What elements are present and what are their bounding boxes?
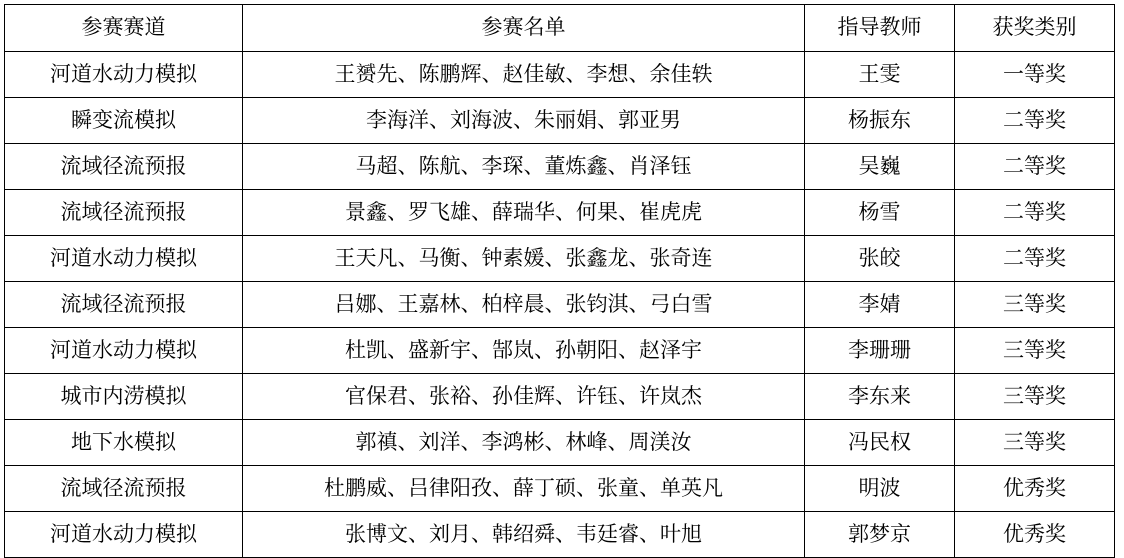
cell-mentor: 郭梦京 bbox=[805, 512, 955, 558]
column-header-members: 参赛名单 bbox=[243, 5, 805, 52]
cell-track: 河道水动力模拟 bbox=[5, 52, 243, 98]
table-row bbox=[5, 466, 1115, 512]
cell-track: 河道水动力模拟 bbox=[5, 512, 243, 558]
cell-mentor: 李东来 bbox=[805, 374, 955, 420]
table-header-row bbox=[5, 5, 1115, 52]
cell-award: 三等奖 bbox=[955, 420, 1115, 466]
table-row bbox=[5, 190, 1115, 236]
table-row bbox=[5, 328, 1115, 374]
cell-track: 流域径流预报 bbox=[5, 190, 243, 236]
cell-award: 优秀奖 bbox=[955, 512, 1115, 558]
cell-mentor: 明波 bbox=[805, 466, 955, 512]
cell-award: 三等奖 bbox=[955, 328, 1115, 374]
cell-members: 王赟先、陈鹏辉、赵佳敏、李想、余佳轶 bbox=[243, 52, 805, 98]
cell-members: 景鑫、罗飞雄、薛瑞华、何果、崔虎虎 bbox=[243, 190, 805, 236]
cell-mentor: 李珊珊 bbox=[805, 328, 955, 374]
award-results-table bbox=[4, 4, 1115, 558]
cell-members: 李海洋、刘海波、朱丽娟、郭亚男 bbox=[243, 98, 805, 144]
cell-members: 张博文、刘月、韩绍舜、韦廷睿、叶旭 bbox=[243, 512, 805, 558]
cell-track: 河道水动力模拟 bbox=[5, 328, 243, 374]
cell-mentor: 李婧 bbox=[805, 282, 955, 328]
cell-award: 优秀奖 bbox=[955, 466, 1115, 512]
cell-track: 瞬变流模拟 bbox=[5, 98, 243, 144]
table-row bbox=[5, 98, 1115, 144]
cell-mentor: 吴巍 bbox=[805, 144, 955, 190]
table-body bbox=[5, 52, 1115, 558]
cell-track: 城市内涝模拟 bbox=[5, 374, 243, 420]
table-row bbox=[5, 512, 1115, 558]
cell-members: 郭禛、刘洋、李鸿彬、林峰、周渼汝 bbox=[243, 420, 805, 466]
table-header bbox=[5, 5, 1115, 52]
cell-mentor: 张皎 bbox=[805, 236, 955, 282]
table-row bbox=[5, 52, 1115, 98]
cell-track: 流域径流预报 bbox=[5, 144, 243, 190]
cell-mentor: 杨雪 bbox=[805, 190, 955, 236]
table-row bbox=[5, 236, 1115, 282]
cell-mentor: 冯民权 bbox=[805, 420, 955, 466]
cell-members: 杜凯、盛新宇、郜岚、孙朝阳、赵泽宇 bbox=[243, 328, 805, 374]
column-header-mentor: 指导教师 bbox=[805, 5, 955, 52]
cell-mentor: 杨振东 bbox=[805, 98, 955, 144]
column-header-track: 参赛赛道 bbox=[5, 5, 243, 52]
cell-members: 吕娜、王嘉林、柏梓晨、张钧淇、弓白雪 bbox=[243, 282, 805, 328]
cell-award: 二等奖 bbox=[955, 190, 1115, 236]
cell-members: 杜鹏威、吕律阳孜、薛丁硕、张童、单英凡 bbox=[243, 466, 805, 512]
cell-mentor: 王雯 bbox=[805, 52, 955, 98]
cell-track: 河道水动力模拟 bbox=[5, 236, 243, 282]
cell-award: 三等奖 bbox=[955, 374, 1115, 420]
table-row bbox=[5, 144, 1115, 190]
cell-award: 一等奖 bbox=[955, 52, 1115, 98]
cell-members: 马超、陈航、李琛、董炼鑫、肖泽钰 bbox=[243, 144, 805, 190]
cell-track: 地下水模拟 bbox=[5, 420, 243, 466]
cell-members: 王天凡、马衡、钟素媛、张鑫龙、张奇连 bbox=[243, 236, 805, 282]
cell-members: 官保君、张裕、孙佳辉、许钰、许岚杰 bbox=[243, 374, 805, 420]
cell-track: 流域径流预报 bbox=[5, 282, 243, 328]
cell-award: 二等奖 bbox=[955, 144, 1115, 190]
table-row bbox=[5, 374, 1115, 420]
cell-award: 二等奖 bbox=[955, 236, 1115, 282]
column-header-award: 获奖类别 bbox=[955, 5, 1115, 52]
cell-track: 流域径流预报 bbox=[5, 466, 243, 512]
table-row bbox=[5, 420, 1115, 466]
cell-award: 二等奖 bbox=[955, 98, 1115, 144]
table-row bbox=[5, 282, 1115, 328]
cell-award: 三等奖 bbox=[955, 282, 1115, 328]
